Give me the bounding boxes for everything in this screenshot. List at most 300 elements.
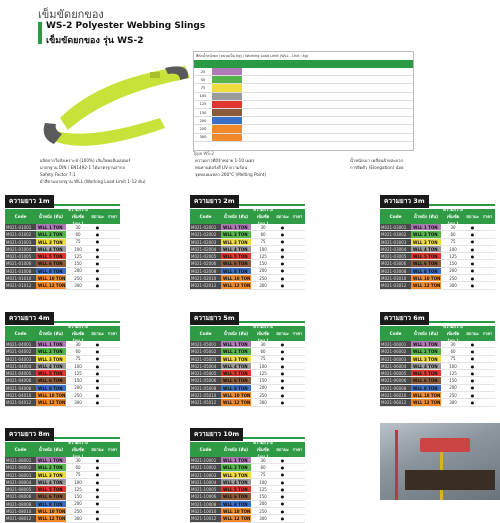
- width-cell: 200: [449, 385, 457, 391]
- wll-cell: WLL 4 TON: [36, 479, 66, 485]
- table-row: [190, 399, 305, 406]
- wll-cell: WLL 2 TON: [221, 231, 251, 237]
- spec-row: [194, 125, 413, 133]
- table-row: [380, 370, 495, 377]
- stock-dot: ●: [470, 385, 475, 391]
- col-code: Code: [199, 447, 212, 452]
- wll-cell: WLL 2 TON: [221, 464, 251, 470]
- width-cell: 250: [74, 508, 82, 514]
- table-row: [5, 508, 120, 515]
- stock-dot: ●: [95, 464, 100, 470]
- table-row: [5, 356, 120, 363]
- wll-cell: WLL 10 TON: [413, 276, 441, 282]
- code-cell: M021-02004: [190, 246, 221, 252]
- wll-cell: WLL 5 TON: [221, 370, 251, 376]
- width-cell: 75: [450, 239, 456, 245]
- col-stock: สถานะ: [91, 447, 104, 452]
- width-cell: 100: [259, 363, 267, 369]
- width-cell: 150: [74, 378, 82, 384]
- col-wll: น้ำหนัก (ตัน): [413, 331, 439, 336]
- notes-col-3: [350, 157, 450, 171]
- code-cell: M021-02012: [190, 282, 221, 288]
- code-cell: M021-04008: [5, 385, 36, 391]
- wll-cell: WLL 5 TON: [411, 253, 441, 259]
- width-cell: 300: [449, 400, 457, 406]
- wll-cell: WLL 5 TON: [221, 253, 251, 259]
- width-cell: 200: [74, 385, 82, 391]
- spec-color-swatch: [212, 117, 242, 124]
- width-cell: 60: [260, 231, 266, 237]
- spec-row: [194, 117, 413, 125]
- table-row: [380, 385, 495, 392]
- wll-cell: WLL 12 TON: [413, 400, 441, 406]
- code-cell: M021-08003: [5, 472, 36, 478]
- code-cell: M021-08010: [5, 508, 36, 514]
- section-label: ความยาว 1m: [5, 195, 54, 208]
- width-cell: 250: [259, 508, 267, 514]
- wll-cell: WLL 4 TON: [221, 479, 251, 485]
- code-cell: M021-03006: [380, 260, 411, 266]
- stock-dot: ●: [95, 370, 100, 376]
- table-row: [190, 501, 305, 508]
- col-width: ความกว้าง เข็มขัด (มม.): [253, 324, 273, 343]
- width-cell: 150: [449, 261, 457, 267]
- code-cell: M021-04010: [5, 392, 36, 398]
- note-item: ความยาวที่มีจำหน่าย 1-10 เมตร: [195, 158, 255, 163]
- code-cell: M021-06012: [380, 399, 411, 405]
- wll-cell: WLL 6 TON: [411, 260, 441, 266]
- table-row: [380, 260, 495, 267]
- table-row: [190, 493, 305, 500]
- width-cell: 300: [449, 283, 457, 289]
- wll-cell: WLL 6 TON: [221, 377, 251, 383]
- wll-cell: WLL 6 TON: [36, 377, 66, 383]
- width-cell: 75: [260, 239, 266, 245]
- width-cell: 30: [260, 224, 266, 230]
- stock-dot: ●: [470, 231, 475, 237]
- wll-cell: WLL 12 TON: [223, 516, 251, 522]
- stock-dot: ●: [95, 508, 100, 514]
- width-cell: 30: [450, 224, 456, 230]
- wll-cell: WLL 5 TON: [36, 370, 66, 376]
- width-cell: 60: [450, 348, 456, 354]
- stock-dot: ●: [470, 253, 475, 259]
- wll-cell: WLL 12 TON: [38, 400, 66, 406]
- stock-dot: ●: [470, 275, 475, 281]
- col-stock: สถานะ: [276, 331, 289, 336]
- code-cell: M021-04002: [5, 348, 36, 354]
- table-header: [190, 326, 305, 341]
- wll-cell: WLL 3 TON: [36, 239, 66, 245]
- table-row: [380, 224, 495, 231]
- col-width: ความกว้าง เข็มขัด (มม.): [68, 324, 88, 343]
- table-row: [190, 260, 305, 267]
- width-cell: 150: [74, 261, 82, 267]
- note-item: จุดหลอมเหลว 260°C (Melting Point): [195, 172, 267, 177]
- spec-row: [194, 109, 413, 117]
- table-row: [190, 275, 305, 282]
- col-wll: น้ำหนัก (ตัน): [413, 214, 439, 219]
- section-header: [5, 428, 120, 441]
- spec-row: [194, 134, 413, 142]
- table-row: [190, 385, 305, 392]
- code-cell: M021-03002: [380, 231, 411, 237]
- wll-cell: WLL 12 TON: [223, 283, 251, 289]
- width-cell: 150: [259, 494, 267, 500]
- spec-width: 25: [200, 69, 206, 74]
- width-cell: 150: [259, 378, 267, 384]
- note-item: ผ้าสีตามมาตรฐาน WLL (Working Load Limit 1-12 ตัน): [40, 179, 146, 184]
- wll-cell: WLL 4 TON: [221, 246, 251, 252]
- wll-cell: WLL 12 TON: [38, 516, 66, 522]
- table-row: [190, 486, 305, 493]
- code-cell: M021-03004: [380, 246, 411, 252]
- photo-detail: [420, 438, 470, 452]
- wll-cell: WLL 10 TON: [223, 509, 251, 515]
- table-header: [380, 326, 495, 341]
- wll-cell: WLL 10 TON: [413, 393, 441, 399]
- wll-cell: WLL 8 TON: [221, 501, 251, 507]
- col-code: Code: [14, 331, 27, 336]
- wll-cell: WLL 1 TON: [411, 224, 441, 230]
- width-cell: 150: [449, 378, 457, 384]
- table-row: [5, 239, 120, 246]
- wll-cell: WLL 6 TON: [221, 260, 251, 266]
- width-cell: 300: [259, 516, 267, 522]
- code-cell: M021-01012: [5, 282, 36, 288]
- stock-dot: ●: [95, 341, 100, 347]
- code-cell: M021-02002: [190, 231, 221, 237]
- table-row: [380, 268, 495, 275]
- wll-cell: WLL 4 TON: [36, 246, 66, 252]
- wll-cell: WLL 4 TON: [411, 246, 441, 252]
- product-title-en: WS-2 Polyester Webbing Slings: [46, 21, 206, 31]
- stock-dot: ●: [280, 479, 285, 485]
- wll-cell: WLL 3 TON: [36, 356, 66, 362]
- width-cell: 30: [450, 341, 456, 347]
- wll-cell: WLL 6 TON: [36, 260, 66, 266]
- code-cell: M021-01010: [5, 275, 36, 281]
- width-cell: 300: [74, 283, 82, 289]
- wll-cell: WLL 12 TON: [223, 400, 251, 406]
- spec-color-swatch: [212, 84, 242, 91]
- stock-dot: ●: [280, 464, 285, 470]
- spec-header: [194, 60, 413, 68]
- length-section: [5, 312, 120, 407]
- wll-cell: WLL 1 TON: [411, 341, 441, 347]
- col-code: Code: [14, 214, 27, 219]
- code-cell: M021-02008: [190, 268, 221, 274]
- code-cell: M021-03005: [380, 253, 411, 259]
- length-section: [5, 195, 120, 290]
- width-cell: 60: [260, 464, 266, 470]
- table-row: [190, 356, 305, 363]
- wll-cell: WLL 1 TON: [221, 341, 251, 347]
- wll-cell: WLL 8 TON: [36, 268, 66, 274]
- col-width: ความกว้าง เข็มขัด (มม.): [253, 440, 273, 459]
- sling-image: [40, 58, 190, 158]
- table-header: [190, 442, 305, 457]
- width-cell: 300: [74, 516, 82, 522]
- spec-color-swatch: [212, 68, 242, 75]
- stock-dot: ●: [470, 283, 475, 289]
- note-item: การยืดตัว (Elongation) น้อย: [350, 165, 404, 170]
- table-row: [5, 246, 120, 253]
- col-code: Code: [389, 214, 402, 219]
- table-row: [5, 370, 120, 377]
- col-price: ราคา: [107, 214, 118, 219]
- stock-dot: ●: [95, 486, 100, 492]
- stock-dot: ●: [95, 501, 100, 507]
- stock-dot: ●: [95, 268, 100, 274]
- table-row: [190, 253, 305, 260]
- code-cell: M021-05012: [190, 399, 221, 405]
- width-cell: 60: [75, 464, 81, 470]
- stock-dot: ●: [280, 231, 285, 237]
- width-cell: 30: [260, 341, 266, 347]
- stock-dot: ●: [280, 283, 285, 289]
- col-wll: น้ำหนัก (ตัน): [38, 214, 64, 219]
- code-cell: M021-08005: [5, 486, 36, 492]
- table-row: [190, 457, 305, 464]
- code-cell: M021-10010: [190, 508, 221, 514]
- table-row: [380, 363, 495, 370]
- length-section: [380, 195, 495, 290]
- code-cell: M021-03001: [380, 224, 411, 230]
- col-stock: สถานะ: [91, 214, 104, 219]
- width-cell: 75: [75, 356, 81, 362]
- table-row: [5, 377, 120, 384]
- width-cell: 125: [74, 370, 82, 376]
- col-price: ราคา: [482, 331, 493, 336]
- width-cell: 100: [259, 246, 267, 252]
- stock-dot: ●: [95, 400, 100, 406]
- spec-color-swatch: [212, 76, 242, 83]
- spec-color-swatch: [212, 109, 242, 116]
- wll-cell: WLL 8 TON: [221, 268, 251, 274]
- table-row: [380, 392, 495, 399]
- code-cell: M021-10006: [190, 493, 221, 499]
- stock-dot: ●: [280, 239, 285, 245]
- note-item: ผลิตจากใยสังเคราะห์ (100%) เส้นใยพอลีเอสเตอร์: [40, 158, 131, 163]
- stock-dot: ●: [95, 363, 100, 369]
- wll-cell: WLL 10 TON: [38, 276, 66, 282]
- wll-cell: WLL 5 TON: [411, 370, 441, 376]
- section-header: [190, 428, 305, 441]
- section-label: ความยาว 2m: [190, 195, 239, 208]
- col-price: ราคา: [292, 331, 303, 336]
- product-title-th: เข็มขัดยกของ รุ่น WS-2: [46, 36, 144, 46]
- width-cell: 125: [259, 370, 267, 376]
- code-cell: M021-10001: [190, 457, 221, 463]
- code-cell: M021-01005: [5, 253, 36, 259]
- wll-cell: WLL 4 TON: [36, 363, 66, 369]
- width-cell: 75: [450, 356, 456, 362]
- code-cell: M021-01008: [5, 268, 36, 274]
- table-row: [190, 224, 305, 231]
- width-cell: 150: [259, 261, 267, 267]
- stock-dot: ●: [280, 501, 285, 507]
- table-row: [5, 341, 120, 348]
- width-cell: 125: [74, 253, 82, 259]
- col-width: ความกว้าง เข็มขัด (มม.): [443, 324, 463, 343]
- wll-cell: WLL 8 TON: [36, 501, 66, 507]
- table-row: [380, 282, 495, 289]
- stock-dot: ●: [470, 246, 475, 252]
- section-header: [190, 312, 305, 325]
- width-cell: 250: [449, 275, 457, 281]
- stock-dot: ●: [470, 370, 475, 376]
- length-section: [380, 312, 495, 407]
- width-cell: 60: [450, 231, 456, 237]
- stock-dot: ●: [95, 246, 100, 252]
- table-row: [190, 341, 305, 348]
- col-stock: สถานะ: [91, 331, 104, 336]
- code-cell: M021-08006: [5, 493, 36, 499]
- code-cell: M021-04003: [5, 356, 36, 362]
- code-cell: M021-06010: [380, 392, 411, 398]
- wll-cell: WLL 8 TON: [411, 268, 441, 274]
- width-cell: 60: [260, 348, 266, 354]
- col-wll: น้ำหนัก (ตัน): [223, 331, 249, 336]
- wll-cell: WLL 3 TON: [411, 239, 441, 245]
- table-row: [5, 501, 120, 508]
- table-row: [5, 253, 120, 260]
- table-row: [5, 392, 120, 399]
- wll-cell: WLL 6 TON: [221, 493, 251, 499]
- stock-dot: ●: [280, 385, 285, 391]
- stock-dot: ●: [280, 370, 285, 376]
- stock-dot: ●: [470, 363, 475, 369]
- wll-cell: WLL 5 TON: [36, 486, 66, 492]
- code-cell: M021-05010: [190, 392, 221, 398]
- code-cell: M021-04005: [5, 370, 36, 376]
- length-section: [5, 428, 120, 523]
- width-cell: 100: [74, 363, 82, 369]
- wll-cell: WLL 2 TON: [36, 464, 66, 470]
- page-title: เข็มขัดยกของ: [38, 8, 104, 21]
- table-row: [5, 224, 120, 231]
- stock-dot: ●: [95, 275, 100, 281]
- code-cell: M021-01006: [5, 260, 36, 266]
- width-cell: 60: [75, 231, 81, 237]
- wll-cell: WLL 3 TON: [221, 239, 251, 245]
- table-row: [5, 275, 120, 282]
- table-row: [190, 370, 305, 377]
- stock-dot: ●: [280, 261, 285, 267]
- col-width: ความกว้าง เข็มขัด (มม.): [68, 440, 88, 459]
- col-width: ความกว้าง เข็มขัด (มม.): [253, 207, 273, 226]
- col-price: ราคา: [107, 331, 118, 336]
- code-cell: M021-08012: [5, 515, 36, 521]
- width-cell: 75: [75, 239, 81, 245]
- table-row: [5, 515, 120, 522]
- width-cell: 125: [74, 486, 82, 492]
- code-cell: M021-08008: [5, 501, 36, 507]
- table-row: [190, 472, 305, 479]
- table-row: [380, 377, 495, 384]
- note-item: มาตรฐาน DIN / EN1492-1 ได้มาตรฐานสากล: [40, 165, 125, 170]
- wll-cell: WLL 8 TON: [411, 385, 441, 391]
- code-cell: M021-06004: [380, 363, 411, 369]
- width-cell: 100: [74, 479, 82, 485]
- section-label: ความยาว 10m: [190, 428, 243, 441]
- table-header: [5, 442, 120, 457]
- width-cell: 150: [74, 494, 82, 500]
- stock-dot: ●: [95, 231, 100, 237]
- section-label: ความยาว 5m: [190, 312, 239, 325]
- code-cell: M021-03003: [380, 239, 411, 245]
- code-cell: M021-05003: [190, 356, 221, 362]
- width-cell: 300: [259, 283, 267, 289]
- table-row: [380, 341, 495, 348]
- code-cell: M021-01001: [5, 224, 36, 230]
- code-cell: M021-08001: [5, 457, 36, 463]
- section-header: [190, 195, 305, 208]
- table-header: [5, 326, 120, 341]
- stock-dot: ●: [280, 516, 285, 522]
- stock-dot: ●: [280, 275, 285, 281]
- width-cell: 250: [74, 275, 82, 281]
- code-cell: M021-10004: [190, 479, 221, 485]
- code-cell: M021-06003: [380, 356, 411, 362]
- code-cell: M021-05005: [190, 370, 221, 376]
- stock-dot: ●: [280, 363, 285, 369]
- table-header: [190, 209, 305, 224]
- code-cell: M021-01002: [5, 231, 36, 237]
- table-row: [380, 231, 495, 238]
- code-cell: M021-06006: [380, 377, 411, 383]
- table-row: [190, 363, 305, 370]
- stock-dot: ●: [470, 400, 475, 406]
- stock-dot: ●: [95, 378, 100, 384]
- stock-dot: ●: [280, 341, 285, 347]
- table-row: [5, 472, 120, 479]
- col-stock: สถานะ: [466, 331, 479, 336]
- table-row: [190, 268, 305, 275]
- stock-dot: ●: [95, 392, 100, 398]
- spec-row: [194, 93, 413, 101]
- section-label: ความยาว 3m: [380, 195, 429, 208]
- table-row: [5, 348, 120, 355]
- stock-dot: ●: [280, 494, 285, 500]
- width-cell: 300: [74, 400, 82, 406]
- stock-dot: ●: [280, 253, 285, 259]
- note-item: ทนทานต่อรังสี UV ความร้อน: [195, 165, 248, 170]
- table-row: [380, 253, 495, 260]
- note-item: Safety Factor 7:1: [40, 172, 76, 177]
- code-cell: M021-05004: [190, 363, 221, 369]
- spec-row: [194, 68, 413, 76]
- width-cell: 200: [259, 501, 267, 507]
- col-code: Code: [14, 447, 27, 452]
- code-cell: M021-03012: [380, 282, 411, 288]
- col-code: Code: [389, 331, 402, 336]
- spec-table: [193, 51, 414, 151]
- stock-dot: ●: [280, 400, 285, 406]
- stock-dot: ●: [95, 516, 100, 522]
- spec-color-swatch: [212, 125, 242, 132]
- col-price: ราคา: [292, 447, 303, 452]
- wll-cell: WLL 4 TON: [411, 363, 441, 369]
- wll-cell: WLL 8 TON: [221, 385, 251, 391]
- stock-dot: ●: [280, 392, 285, 398]
- width-cell: 30: [75, 224, 81, 230]
- width-cell: 100: [449, 363, 457, 369]
- col-width: ความกว้าง เข็มขัด (มม.): [443, 207, 463, 226]
- table-row: [380, 239, 495, 246]
- width-cell: 250: [259, 392, 267, 398]
